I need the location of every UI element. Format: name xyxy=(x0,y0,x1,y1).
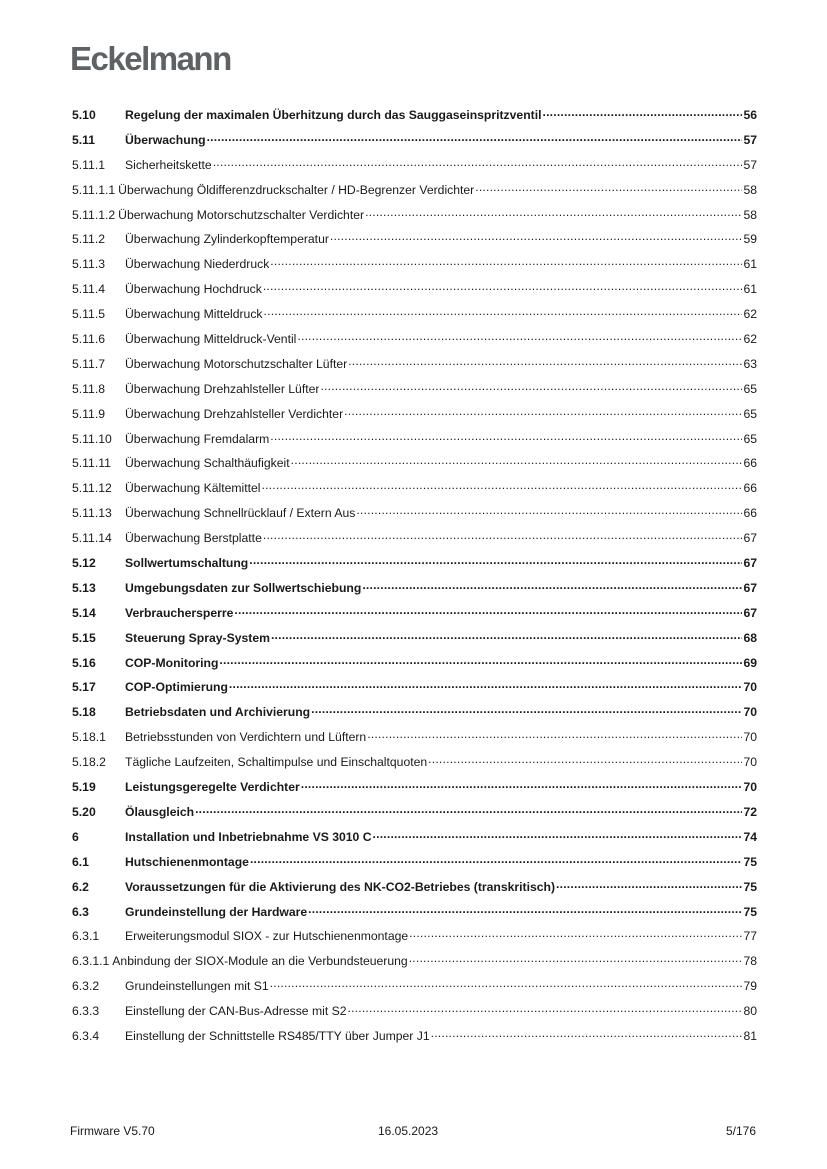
dot-leader xyxy=(431,1030,743,1040)
toc-entry-title[interactable]: Grundeinstellungen mit S1 xyxy=(125,979,269,994)
toc-entry[interactable] xyxy=(72,506,757,531)
toc-entry-number: 5.12 xyxy=(72,556,96,571)
toc-entry-title[interactable]: Verbrauchersperre xyxy=(125,605,234,620)
toc-entry-title[interactable]: Einstellung der Schnittstelle RS485/TTY über Jumper J1 xyxy=(125,1028,430,1043)
toc-entry-title[interactable]: Überwachung Niederdruck xyxy=(125,257,270,272)
toc-entry[interactable] xyxy=(72,830,757,855)
toc-entry-page[interactable]: 70 xyxy=(743,755,757,770)
toc-entry-title[interactable]: Überwachung Drehzahlsteller Verdichter xyxy=(125,406,344,421)
toc-entry[interactable] xyxy=(72,1004,757,1029)
toc-entry[interactable] xyxy=(72,880,757,905)
toc-entry-number: 5.11.12 xyxy=(72,481,112,496)
toc-entry-number: 6.3.1.1 xyxy=(72,954,110,969)
toc-entry-page[interactable]: 67 xyxy=(743,531,757,546)
toc-entry-title[interactable]: Überwachung Hochdruck xyxy=(125,282,262,297)
toc-entry-title[interactable]: Betriebsstunden von Verdichtern und Lüftern xyxy=(125,730,367,745)
toc-entry-page[interactable]: 69 xyxy=(743,655,757,670)
toc-entry[interactable] xyxy=(72,680,757,705)
toc-entry-number: 5.11.1.1 xyxy=(72,182,116,197)
dot-leader xyxy=(297,333,742,343)
toc-entry[interactable] xyxy=(72,357,757,382)
toc-entry-title[interactable]: Ölausgleich xyxy=(125,804,195,819)
toc-entry[interactable] xyxy=(72,954,757,979)
toc-entry-page[interactable]: 74 xyxy=(743,829,757,844)
dot-leader xyxy=(270,433,742,443)
dot-leader xyxy=(367,731,742,741)
toc-entry-page[interactable]: 77 xyxy=(743,929,757,944)
toc-entry-page[interactable]: 56 xyxy=(743,108,757,122)
toc-entry[interactable] xyxy=(72,730,757,755)
toc-entry[interactable] xyxy=(72,606,757,631)
toc-entry-title[interactable]: Voraussetzungen für die Aktivierung des NK-CO2-Betriebes (transkritisch) xyxy=(125,879,556,894)
toc-entry-page[interactable]: 67 xyxy=(743,605,757,620)
toc-entry-page[interactable]: 66 xyxy=(743,506,757,521)
toc-entry[interactable] xyxy=(72,407,757,432)
toc-entry[interactable] xyxy=(72,805,757,830)
toc-entry-title[interactable]: Überwachung Mitteldruck-Ventil xyxy=(125,332,297,347)
toc-entry-page[interactable]: 70 xyxy=(743,780,757,795)
toc-entry[interactable] xyxy=(72,581,757,606)
toc-entry-page[interactable]: 61 xyxy=(743,257,757,272)
dot-leader xyxy=(428,756,742,766)
toc-entry-number: 5.11.1 xyxy=(72,157,105,172)
toc-entry-page[interactable]: 75 xyxy=(743,854,757,869)
dot-leader xyxy=(362,582,742,592)
toc-entry-number: 5.11.11 xyxy=(72,456,111,471)
toc-entry-number: 5.11.14 xyxy=(72,531,112,546)
dot-leader xyxy=(311,706,742,716)
toc-entry-number: 5.18.1 xyxy=(72,730,106,745)
toc-entry-title[interactable]: Überwachung Motorschutzschalter Verdichter xyxy=(118,207,365,222)
dot-leader xyxy=(330,233,743,243)
toc-entry-page[interactable]: 65 xyxy=(743,406,757,421)
toc-entry[interactable] xyxy=(72,656,757,681)
dot-leader xyxy=(344,408,742,418)
dot-leader xyxy=(356,507,742,517)
toc-entry-number: 5.11.10 xyxy=(72,431,112,446)
dot-leader xyxy=(271,632,742,642)
toc-entry-title[interactable]: Steuerung Spray-System xyxy=(125,630,270,645)
toc-entry-title[interactable]: Erweiterungsmodul SIOX - zur Hutschienenmontage xyxy=(125,929,409,944)
toc-entry[interactable] xyxy=(72,705,757,730)
dot-leader xyxy=(373,831,743,841)
toc-entry-title[interactable]: COP-Monitoring xyxy=(125,655,219,670)
toc-entry-number: 5.18.2 xyxy=(72,755,106,770)
dot-leader xyxy=(556,881,742,891)
toc-entry-page[interactable]: 62 xyxy=(743,332,757,347)
toc-entry-title[interactable]: Regelung der maximalen Überhitzung durch das Sauggaseinspritzventil xyxy=(125,108,542,122)
toc-entry-page[interactable]: 78 xyxy=(743,954,757,969)
toc-entry-title[interactable]: Grundeinstellung der Hardware xyxy=(125,904,308,919)
toc-entry-number: 5.19 xyxy=(72,780,96,795)
toc-entry[interactable] xyxy=(72,108,757,133)
toc-entry[interactable] xyxy=(72,481,757,506)
dot-leader xyxy=(409,930,742,940)
toc-entry[interactable] xyxy=(72,232,757,257)
toc-entry-page[interactable]: 63 xyxy=(743,356,757,371)
toc-entry-title[interactable]: Überwachung Kältemittel xyxy=(125,481,261,496)
toc-entry[interactable] xyxy=(72,780,757,805)
toc-entry[interactable] xyxy=(72,382,757,407)
dot-leader xyxy=(263,532,743,542)
dot-leader xyxy=(234,607,742,617)
toc-entry-page[interactable]: 57 xyxy=(743,132,757,147)
toc-entry-title[interactable]: Sicherheitskette xyxy=(125,157,212,172)
toc-entry-number: 5.10 xyxy=(72,108,96,122)
toc-entry[interactable] xyxy=(72,133,757,158)
toc-entry-page[interactable]: 72 xyxy=(743,804,757,819)
table-of-contents xyxy=(72,108,757,1054)
toc-entry-number: 6.2 xyxy=(72,879,89,894)
toc-entry-title[interactable]: Überwachung Öldifferenzdruckschalter / HD-Begrenzer Verdichter xyxy=(118,182,475,197)
toc-entry-title[interactable]: Überwachung Mitteldruck xyxy=(125,307,263,322)
dot-leader xyxy=(291,457,743,467)
page-number: 5/176 xyxy=(725,1124,756,1138)
toc-entry-title[interactable]: Überwachung Fremdalarm xyxy=(125,431,270,446)
toc-entry[interactable] xyxy=(72,158,757,183)
toc-entry-title[interactable]: Leistungsgeregelte Verdichter xyxy=(125,780,300,795)
toc-entry-number: 5.20 xyxy=(72,804,96,819)
toc-entry-number: 5.11.1.2 xyxy=(72,207,116,222)
toc-entry-page[interactable]: 58 xyxy=(743,182,757,197)
toc-entry[interactable] xyxy=(72,905,757,930)
toc-entry-title[interactable]: Überwachung Drehzahlsteller Lüfter xyxy=(125,381,320,396)
toc-entry-page[interactable]: 57 xyxy=(743,157,757,172)
toc-entry-number: 5.14 xyxy=(72,605,96,620)
dot-leader xyxy=(308,906,742,916)
toc-entry-page[interactable]: 58 xyxy=(743,207,757,222)
dot-leader xyxy=(270,980,743,990)
toc-entry-number: 5.11.3 xyxy=(72,257,105,272)
toc-entry-page[interactable]: 70 xyxy=(743,705,757,720)
toc-entry-page[interactable]: 67 xyxy=(743,556,757,571)
toc-entry-title[interactable]: Tägliche Laufzeiten, Schaltimpulse und Einschaltquoten xyxy=(125,755,428,770)
toc-entry-number: 6.3.3 xyxy=(72,1004,100,1019)
toc-entry-number: 5.15 xyxy=(72,630,96,645)
toc-entry-page[interactable]: 70 xyxy=(743,680,757,695)
toc-entry-title[interactable]: Installation und Inbetriebnahme VS 3010 C xyxy=(125,829,372,844)
toc-entry[interactable] xyxy=(72,183,757,208)
toc-entry-number: 6.3.1 xyxy=(72,929,100,944)
dot-leader xyxy=(195,806,742,816)
document-date: 16.05.2023 xyxy=(378,1124,439,1138)
toc-entry-number: 5.11 xyxy=(72,132,96,147)
toc-entry[interactable] xyxy=(72,631,757,656)
dot-leader xyxy=(250,856,743,866)
toc-entry-page[interactable]: 81 xyxy=(743,1028,757,1043)
toc-entry-number: 6.3 xyxy=(72,904,89,919)
toc-entry-title[interactable]: Umgebungsdaten zur Sollwertschiebung xyxy=(125,580,362,595)
toc-entry-page[interactable]: 61 xyxy=(743,282,757,297)
dot-leader xyxy=(348,1005,743,1015)
toc-entry[interactable] xyxy=(72,456,757,481)
toc-entry-page[interactable]: 80 xyxy=(743,1004,757,1019)
dot-leader xyxy=(475,184,742,194)
dot-leader xyxy=(262,482,743,492)
toc-entry-page[interactable]: 65 xyxy=(743,381,757,396)
toc-entry[interactable] xyxy=(72,208,757,233)
dot-leader xyxy=(543,109,743,119)
toc-entry-number: 5.11.4 xyxy=(72,282,105,297)
toc-entry-page[interactable]: 66 xyxy=(743,481,757,496)
toc-entry[interactable] xyxy=(72,432,757,457)
dot-leader xyxy=(320,383,742,393)
dot-leader xyxy=(249,557,742,567)
toc-entry-title[interactable]: Überwachung Motorschutzschalter Lüfter xyxy=(125,356,348,371)
toc-entry-title[interactable]: Anbindung der SIOX-Module an die Verbundsteuerung xyxy=(112,954,408,969)
toc-entry[interactable] xyxy=(72,755,757,780)
toc-entry-page[interactable]: 68 xyxy=(743,630,757,645)
dot-leader xyxy=(229,681,743,691)
toc-entry[interactable] xyxy=(72,307,757,332)
toc-entry[interactable] xyxy=(72,979,757,1004)
toc-entry-number: 5.11.9 xyxy=(72,406,105,421)
toc-entry-page[interactable]: 75 xyxy=(743,879,757,894)
toc-entry[interactable] xyxy=(72,531,757,556)
toc-entry[interactable] xyxy=(72,929,757,954)
toc-entry-page[interactable]: 65 xyxy=(743,431,757,446)
toc-entry-page[interactable]: 75 xyxy=(743,904,757,919)
toc-entry-number: 5.17 xyxy=(72,680,96,695)
toc-entry-number: 5.11.7 xyxy=(72,356,105,371)
dot-leader xyxy=(213,159,743,169)
toc-entry-page[interactable]: 59 xyxy=(743,232,757,247)
toc-entry-page[interactable]: 67 xyxy=(743,580,757,595)
toc-entry-title[interactable]: COP-Optimierung xyxy=(125,680,228,695)
toc-entry-number: 5.18 xyxy=(72,705,96,720)
dot-leader xyxy=(270,258,742,268)
company-logo: Eckelmann xyxy=(70,40,231,77)
toc-entry-number: 5.11.5 xyxy=(72,307,105,322)
toc-entry-page[interactable]: 62 xyxy=(743,307,757,322)
dot-leader xyxy=(263,283,743,293)
toc-entry-page[interactable]: 66 xyxy=(743,456,757,471)
toc-entry-title[interactable]: Sollwertumschaltung xyxy=(125,556,249,571)
toc-entry-title[interactable]: Hutschienenmontage xyxy=(125,854,249,869)
dot-leader xyxy=(264,308,743,318)
dot-leader xyxy=(219,657,742,667)
toc-entry[interactable] xyxy=(72,1029,757,1054)
dot-leader xyxy=(207,134,743,144)
toc-entry-number: 5.11.13 xyxy=(72,506,112,521)
dot-leader xyxy=(365,209,742,219)
toc-entry-number: 5.11.8 xyxy=(72,381,105,396)
firmware-version: Firmware V5.70 xyxy=(70,1124,155,1138)
toc-entry-number: 6.3.4 xyxy=(72,1028,100,1043)
toc-entry-title[interactable]: Einstellung der CAN-Bus-Adresse mit S2 xyxy=(125,1004,347,1019)
toc-entry-title[interactable]: Überwachung Zylinderkopftemperatur xyxy=(125,232,329,247)
toc-entry-page[interactable]: 70 xyxy=(743,730,757,745)
toc-entry[interactable] xyxy=(72,855,757,880)
dot-leader xyxy=(301,781,743,791)
toc-entry-number: 5.13 xyxy=(72,580,96,595)
toc-entry-title[interactable]: Überwachung Schnellrücklauf / Extern Aus xyxy=(125,506,356,521)
toc-entry-number: 5.16 xyxy=(72,655,96,670)
toc-entry-number: 6.1 xyxy=(72,854,89,869)
toc-entry[interactable] xyxy=(72,257,757,282)
toc-entry-number: 6 xyxy=(72,829,79,844)
toc-entry[interactable] xyxy=(72,282,757,307)
toc-entry[interactable] xyxy=(72,332,757,357)
toc-entry-page[interactable]: 79 xyxy=(743,979,757,994)
toc-entry-title[interactable]: Überwachung Berstplatte xyxy=(125,531,262,546)
dot-leader xyxy=(348,358,742,368)
toc-entry-title[interactable]: Überwachung Schalthäufigkeit xyxy=(125,456,290,471)
toc-entry-number: 6.3.2 xyxy=(72,979,100,994)
toc-entry-number: 5.11.2 xyxy=(72,232,105,247)
toc-entry-number: 5.11.6 xyxy=(72,332,105,347)
toc-entry[interactable] xyxy=(72,556,757,581)
toc-entry-title[interactable]: Betriebsdaten und Archivierung xyxy=(125,705,311,720)
dot-leader xyxy=(409,955,743,965)
toc-entry-title[interactable]: Überwachung xyxy=(125,132,206,147)
